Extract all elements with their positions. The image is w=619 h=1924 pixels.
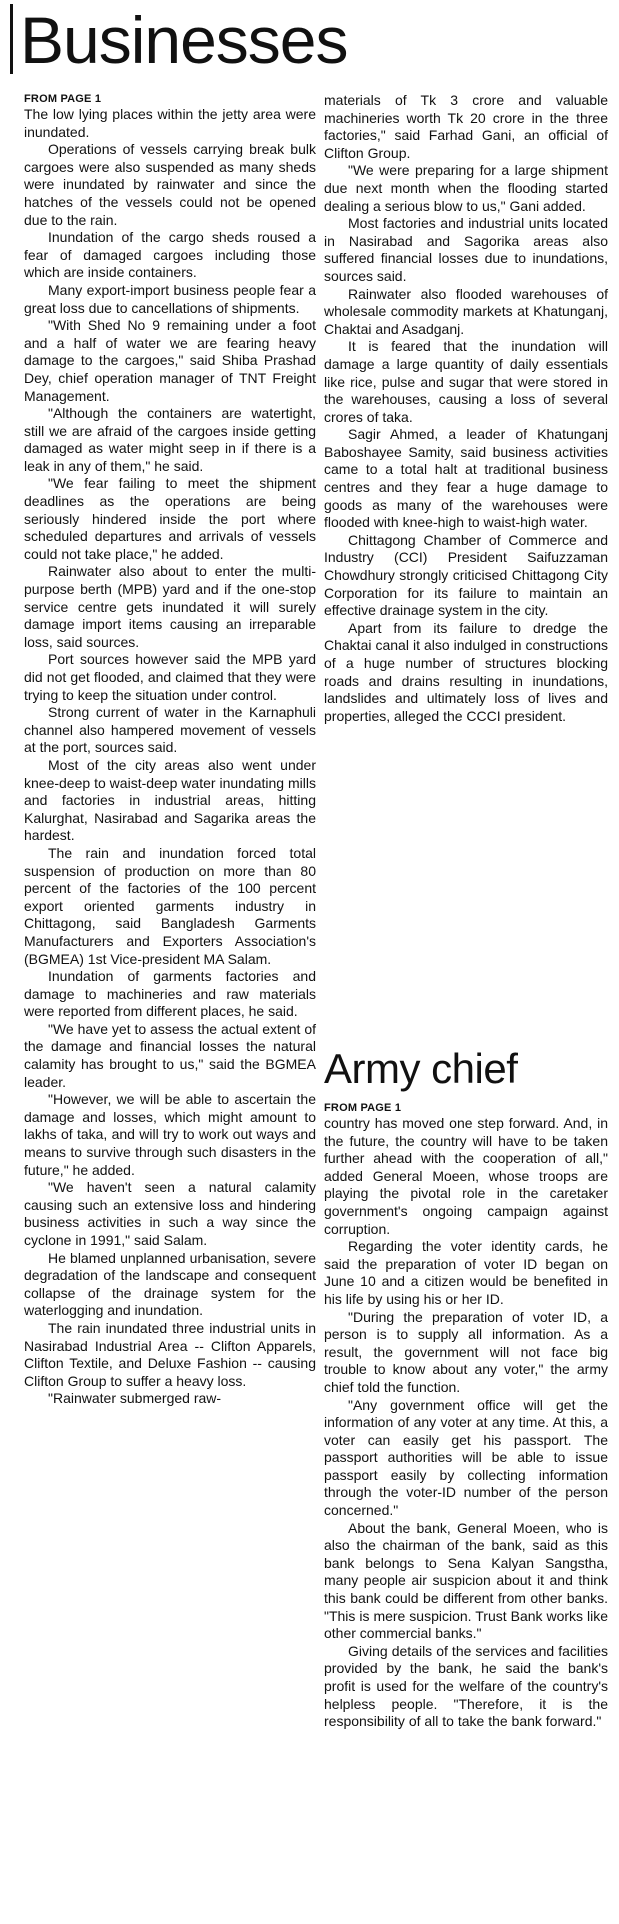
page-headline: Businesses	[20, 3, 348, 77]
paragraph: "We were preparing for a large shipment due next month when the flooding started dealing a serious blow to us," Gani added.	[324, 162, 608, 214]
paragraph: Rainwater also about to enter the multi-purpose berth (MPB) yard and if the one-stop service centre gets inundated it will surely damage import items causing an irreparable loss, said sources.	[24, 563, 316, 650]
paragraph: country has moved one step forward. And, in the future, the country will have to be taken further ahead with the cooperation of all," added General Moeen, whose troops are playing the pivotal role in the caretaker government's ongoing campaign against corruption.	[324, 1115, 608, 1237]
paragraph: Inundation of the cargo sheds roused a fear of damaged cargoes including those which are inside containers.	[24, 229, 316, 281]
paragraph: Sagir Ahmed, a leader of Khatunganj Baboshayee Samity, said business activities came to a total halt at traditional business centres and they fear a huge damage to goods as many of the warehouses were flooded with knee-high to waist-high water.	[324, 426, 608, 531]
paragraph: Operations of vessels carrying break bulk cargoes were also suspended as many sheds were inundated by rainwater and since the hatches of the vessels could not be opened due to the rain.	[24, 141, 316, 228]
paragraph: Strong current of water in the Karnaphuli channel also hampered movement of vessels at the port, sources said.	[24, 704, 316, 756]
paragraph: Many export-import business people fear a great loss due to cancellations of shipments.	[24, 281, 316, 316]
paragraph: Chittagong Chamber of Commerce and Industry (CCI) President Saifuzzaman Chowdhury strongly criticised Chittagong City Corporation for its failure to maintain an effective drainage system in the city.	[324, 531, 608, 619]
paragraph: "However, we will be able to ascertain the damage and losses, which might amount to lakhs of taka, and will try to work out ways and means to survive through such disasters in the future," he added.	[24, 1091, 316, 1178]
paragraph: "During the preparation of voter ID, a person is to supply all information. As a result, the government will not face big trouble to know about any voter," the army chief told the function.	[324, 1308, 608, 1395]
paragraph: "Any government office will get the information of any voter at any time. At this, a voter can easily get his passport. The passport authorities will be able to issue passport easily by collecting information through the voter-ID number of the person concerned."	[324, 1396, 608, 1519]
paragraph: The rain inundated three industrial units in Nasirabad Industrial Area -- Clifton Apparels, Clifton Textile, and Deluxe Fashion -- causing Clifton Group to suffer a heavy loss.	[24, 1319, 316, 1389]
paragraph: "Although the containers are watertight, still we are afraid of the cargoes inside getting damaged as water might seep in if there is a leak in any of them," he said.	[24, 405, 316, 474]
paragraph: About the bank, General Moeen, who is also the chairman of the bank, said as this bank belongs to Sena Kalyan Sangstha, many people air suspicion about it and think this bank could be different from other banks. "This is mere suspicion. Trust Bank works like other commercial banks."	[324, 1519, 608, 1642]
paragraph: The rain and inundation forced total suspension of production on more than 80 percent of the factories of the 100 percent export oriented garments industry in Chittagong, said Bangladesh Garments Manufacturers and Exporters Association's (BGMEA) 1st Vice-president MA Salam.	[24, 844, 316, 967]
paragraph: Rainwater also flooded warehouses of wholesale commodity markets at Khatunganj, Chaktai and Asadganj.	[324, 285, 608, 337]
paragraph: The low lying places within the jetty area were inundated.	[24, 106, 316, 140]
paragraph: "With Shed No 9 remaining under a foot and a half of water we are fearing heavy damage to the cargoes," said Shiba Prashad Dey, chief operation manager of TNT Freight Management.	[24, 317, 316, 404]
headline-rule	[10, 4, 13, 74]
paragraph: Port sources however said the MPB yard did not get flooded, and claimed that they were trying to keep the situation under control.	[24, 651, 316, 703]
paragraph: Giving details of the services and facilities provided by the bank, he said the bank's profit is used for the welfare of the country's helpless people. "Therefore, it is the responsibility of all to take the bank forward."	[324, 1642, 608, 1730]
paragraph: "We have yet to assess the actual extent of the damage and financial losses the natural calamity has brought to us," said the BGMEA leader.	[24, 1020, 316, 1090]
paragraph: Most of the city areas also went under knee-deep to waist-deep water inundating mills and factories in industrial areas, hitting Kalurghat, Nasirabad and Sagarika areas the hardest.	[24, 756, 316, 844]
businesses-column-left	[24, 92, 316, 1408]
paragraph: Inundation of garments factories and damage to machineries and raw materials were reported from different places, he said.	[24, 968, 316, 1020]
paragraph: materials of Tk 3 crore and valuable machineries worth Tk 20 crore in the three factories," said Farhad Gani, an official of Clifton Group.	[324, 92, 608, 161]
paragraph: "We fear failing to meet the shipment deadlines as the operations are being seriously hindered inside the port where scheduled departures and arrivals of vessels could not take place," he added.	[24, 475, 316, 562]
army-chief-headline: Army chief	[324, 1045, 518, 1092]
paragraph: Most factories and industrial units located in Nasirabad and Sagorika areas also suffered financial losses due to inundations, sources said.	[324, 215, 608, 284]
paragraph: "Rainwater submerged raw-	[48, 1390, 222, 1407]
businesses-column-right	[324, 92, 608, 725]
paragraph: "We haven't seen a natural calamity causing such an extensive loss and hindering business activities in such a way since the cyclone in 1991," said Salam.	[24, 1179, 316, 1248]
businesses-kicker: FROM PAGE 1	[24, 93, 102, 105]
paragraph: He blamed unplanned urbanisation, severe degradation of the landscape and consequent collapse of the drainage system for the waterlogging and inundation.	[24, 1249, 316, 1319]
paragraph: Apart from its failure to dredge the Chaktai canal it also indulged in constructions of a huge number of structures blocking roads and drains resulting in inundations, landslides and ultimately loss of lives and properties, alleged the CCCI president.	[324, 619, 608, 724]
army-chief-kicker: FROM PAGE 1	[324, 1102, 402, 1114]
paragraph: Regarding the voter identity cards, he said the preparation of voter ID began on June 10 and a citizen would be benefited in his life by using his or her ID.	[324, 1238, 608, 1307]
paragraph: It is feared that the inundation will damage a large quantity of daily essentials like rice, pulse and sugar that were stored in the warehouses, causing a loss of several crores of taka.	[324, 338, 608, 425]
army-chief-column	[324, 1101, 608, 1731]
